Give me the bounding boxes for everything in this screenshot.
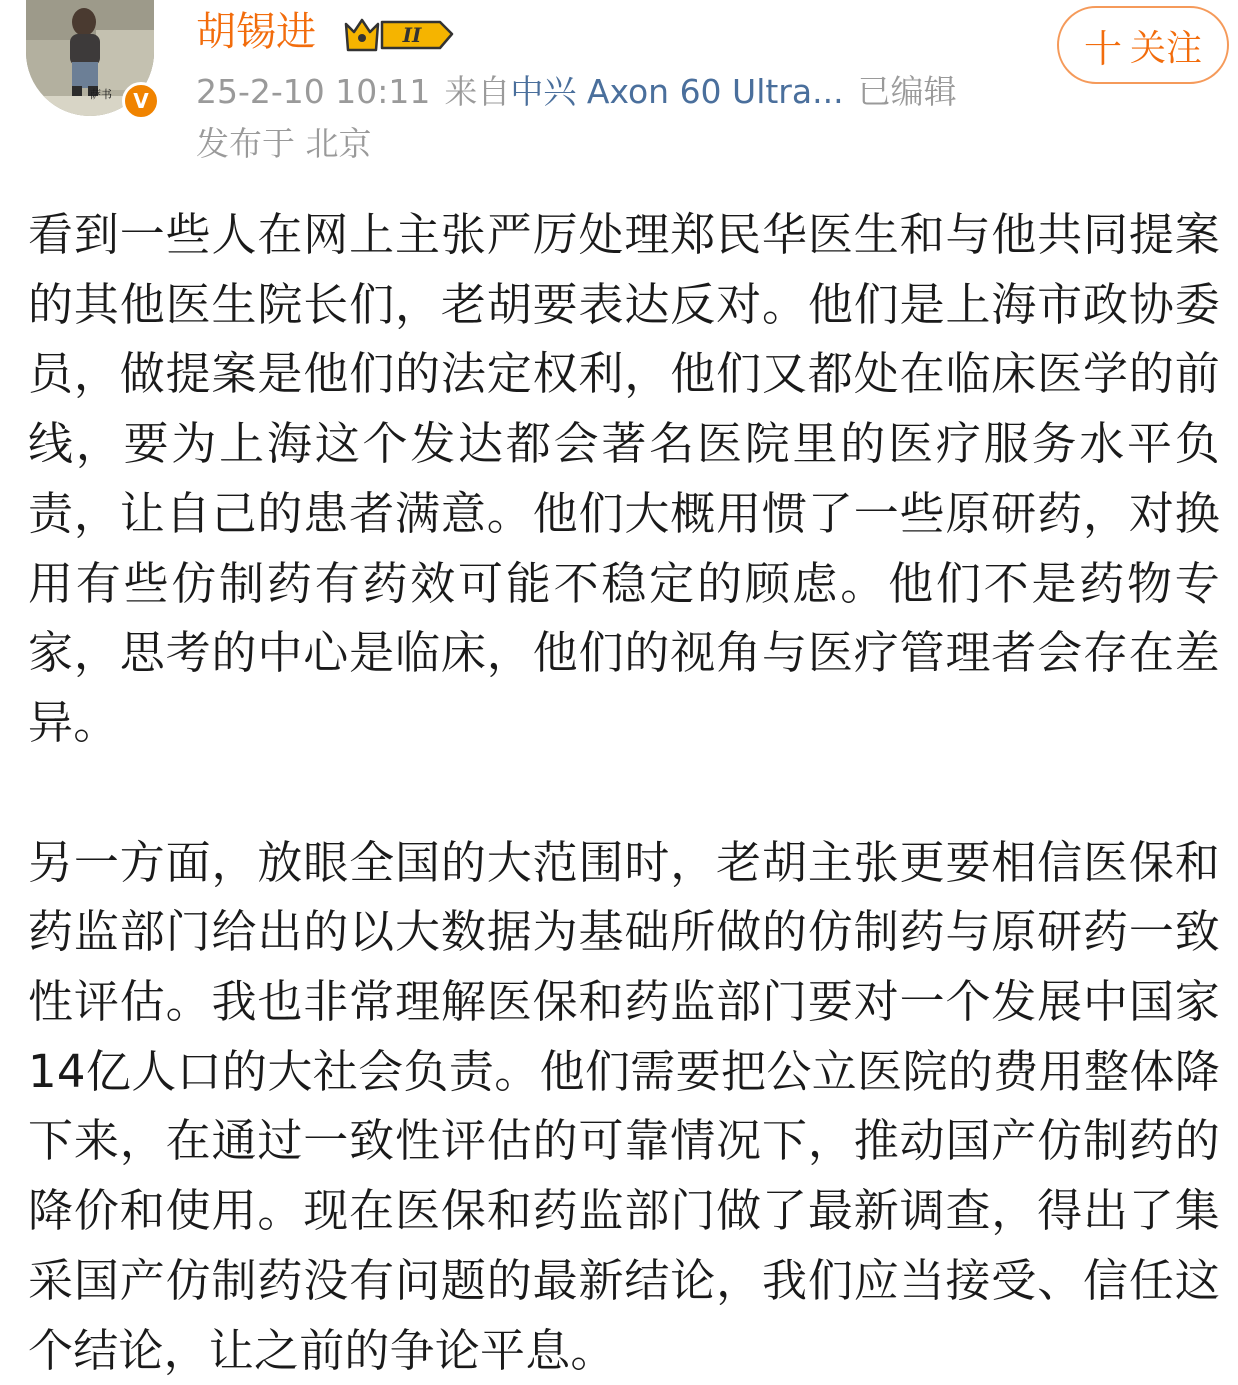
post-location: 发布于 北京 [196, 124, 372, 163]
follow-button[interactable] [1057, 6, 1229, 84]
edited-label[interactable]: 已编辑 [857, 72, 957, 111]
follow-button-label: 关注 [1130, 27, 1203, 69]
crown-rank-badge-icon [340, 12, 456, 56]
post-content [28, 200, 1220, 1385]
post-header [0, 0, 1238, 170]
device-link[interactable]: 中兴 Axon 60 Ultra... [510, 72, 844, 111]
author-name[interactable]: 胡锡进 [196, 9, 316, 55]
post-paragraph: 另一方面，放眼全国的大范围时，老胡主张更要相信医保和药监部门给出的以大数据为基础所做的仿制药与原研药一致性评估。我也非常理解医保和药监部门要对一个发展中国家14亿人口的大社会负责。他们需要把公立医院的费用整体降下来，在通过一致性评估的可靠情况下，推动国产仿制药的降价和使用。现在医保和药监部门做了最新调查，得出了集采国产仿制药没有问题的最新结论，我们应当接受、信任这个结论，让之前的争论平息。 [28, 835, 1220, 1377]
post-meta [196, 70, 957, 114]
source-prefix: 来自 [444, 72, 511, 111]
post-paragraph: 看到一些人在网上主张严厉处理郑民华医生和与他共同提案的其他医生院长们，老胡要表达反对。他们是上海市政协委员，做提案是他们的法定权利，他们又都处在临床医学的前线，要为上海这个发达都会著名医院里的医疗服务水平负责，让自己的患者满意。他们大概用惯了一些原研药，对换用有些仿制药有药效可能不稳定的顾虑。他们不是药物专家，思考的中心是临床，他们的视角与医疗管理者会存在差异。 [28, 208, 1220, 749]
avatar-caption: 萨书 [90, 88, 112, 101]
plus-icon: 十 [1083, 26, 1122, 71]
rank-badge-label: II [402, 23, 422, 47]
post-timestamp: 25-2-10 10:11 [196, 72, 431, 111]
avatar[interactable] [26, 0, 154, 116]
v-verified-icon: V [122, 82, 160, 120]
